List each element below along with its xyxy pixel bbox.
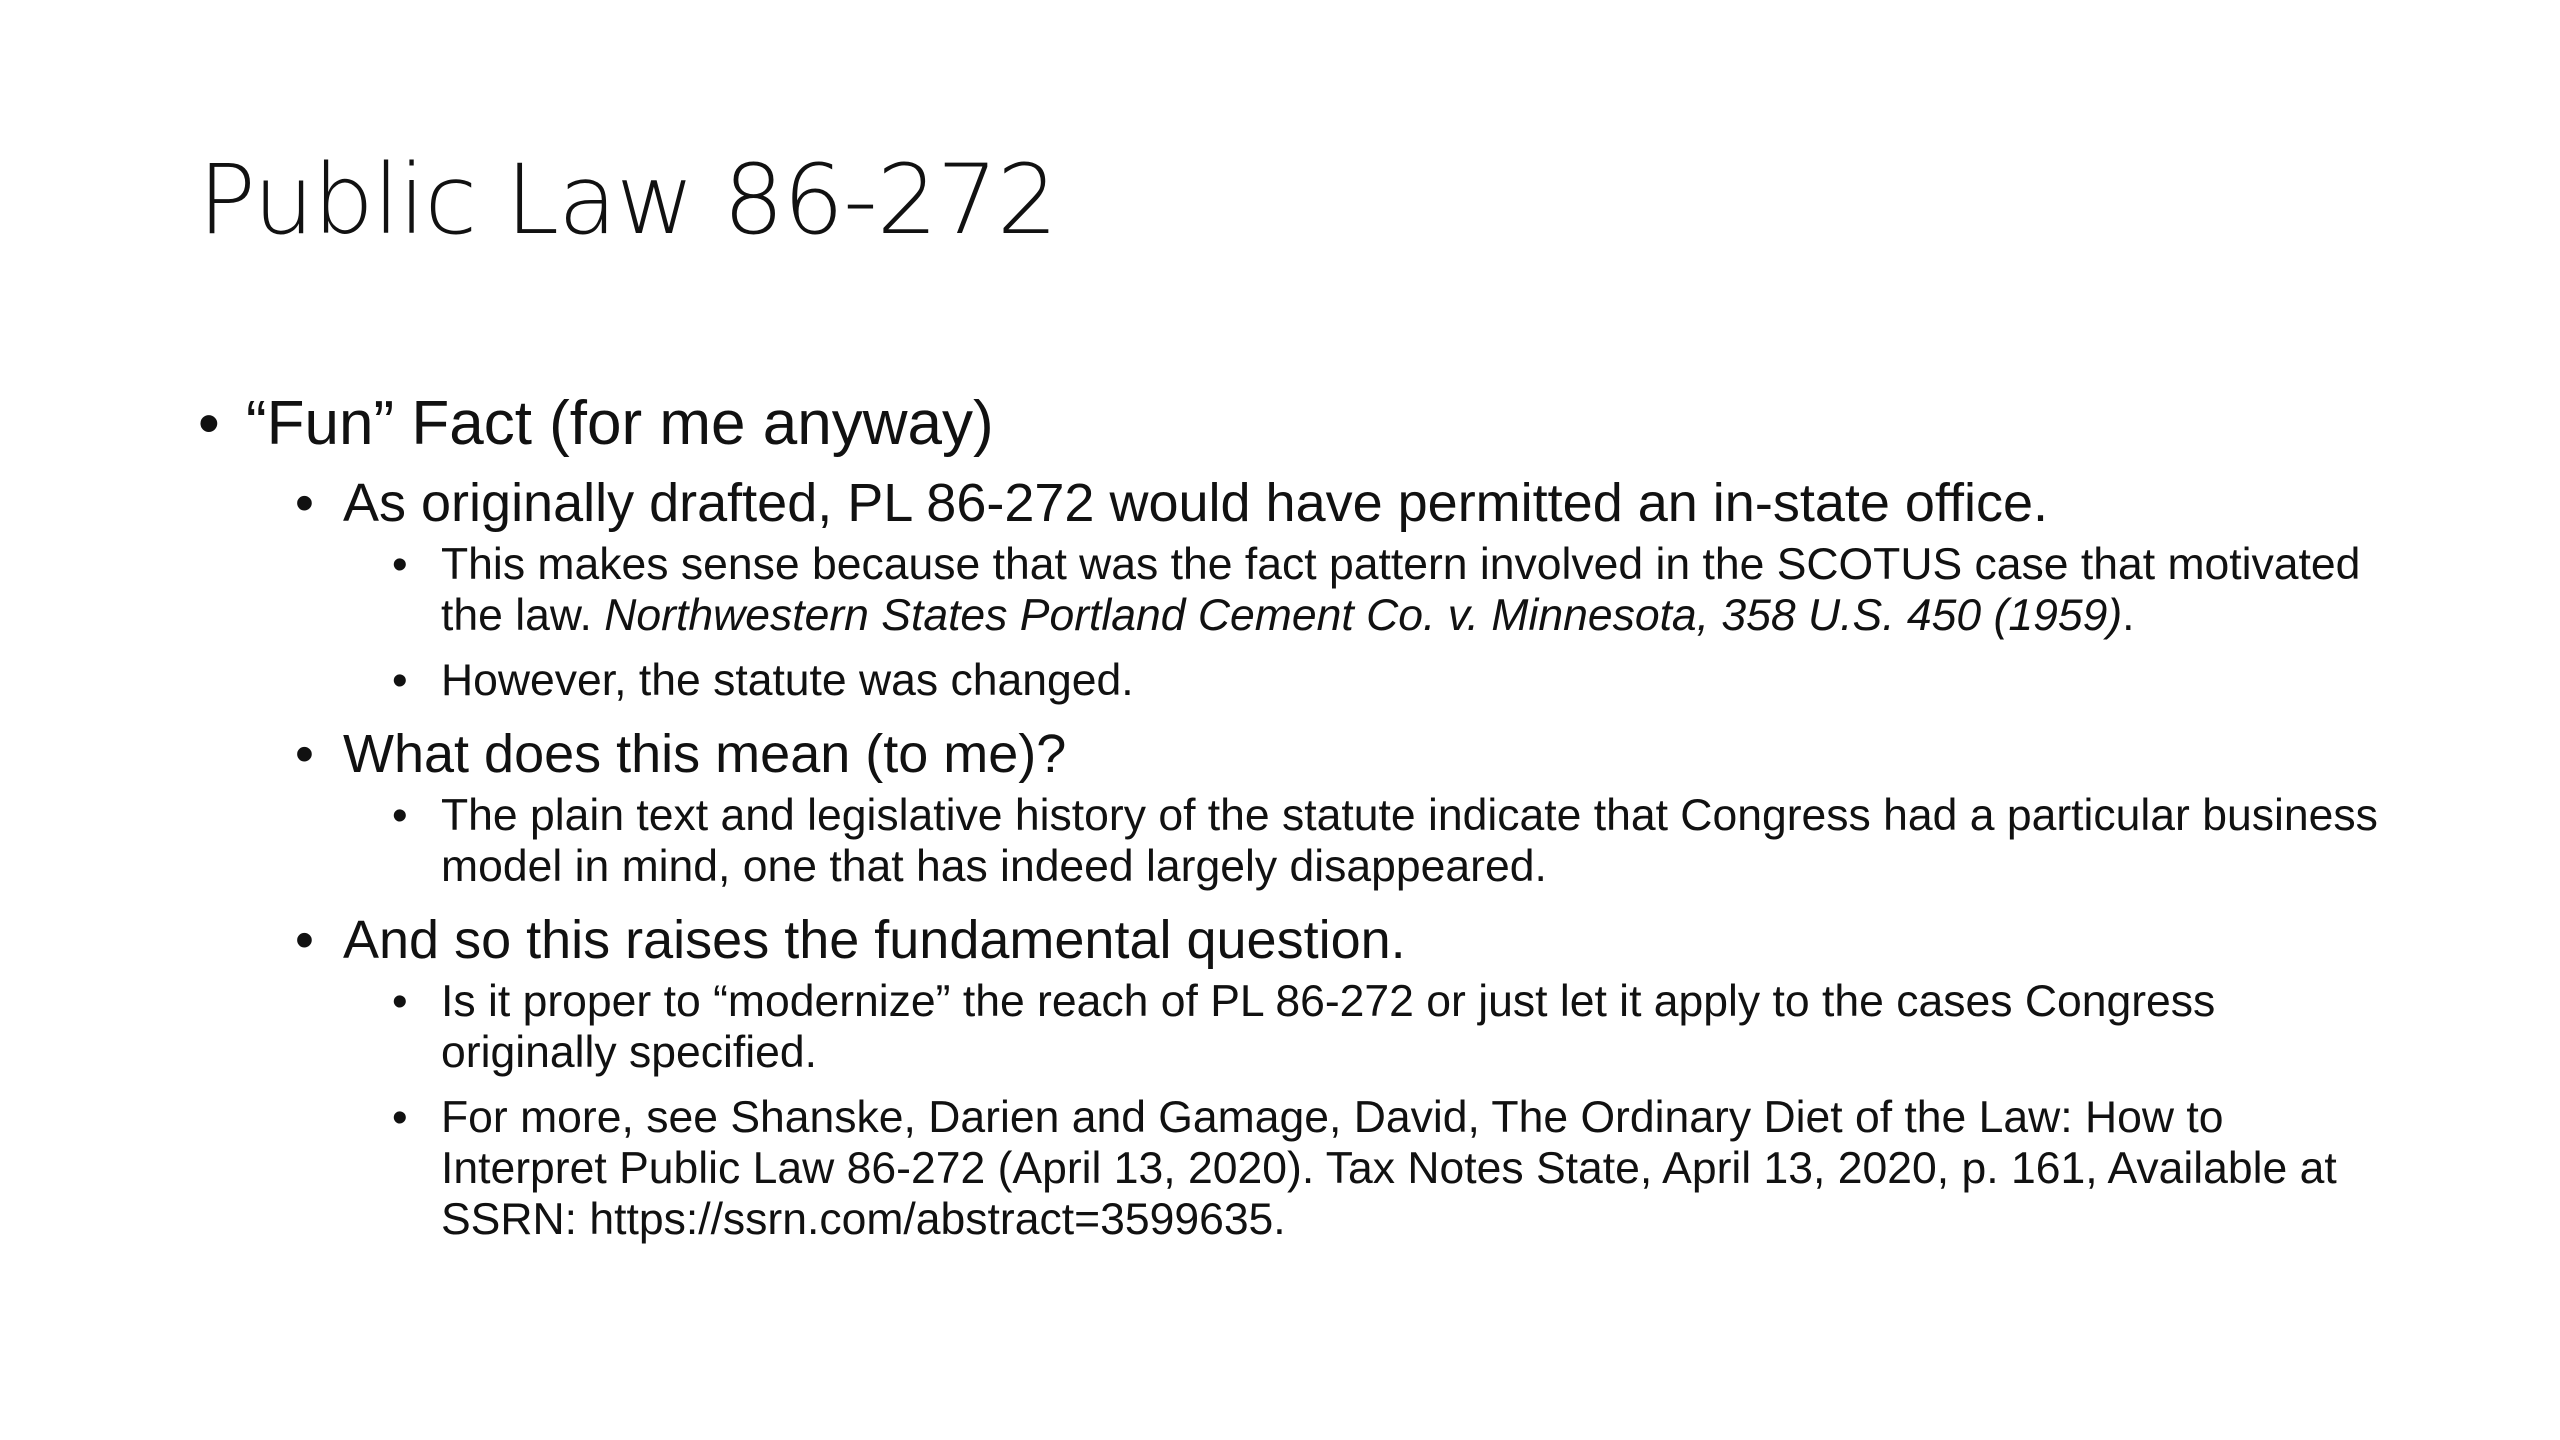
bullet-icon: •: [295, 724, 314, 784]
bullet-text: Is it proper to “modernize” the reach of PL 86-272 or just let it apply to the cases Congress originally specified.: [441, 977, 2216, 1077]
bullet-item: [198, 385, 2398, 463]
bullet-item: [198, 539, 2398, 641]
bullet-icon: •: [198, 389, 220, 458]
bullet-icon: •: [295, 473, 314, 533]
bullet-text-plain: This makes sense because that was the fact pattern involved in the SCOTUS case that motivated the law.: [441, 540, 2361, 640]
bullet-icon: •: [392, 977, 408, 1026]
bullet-text: The plain text and legislative history of the statute indicate that Congress had a particular business model in mind, one that has indeed largely disappeared.: [441, 791, 2378, 891]
bullet-text: [441, 539, 2398, 641]
bullet-icon: •: [295, 910, 314, 970]
case-citation: Northwestern States Portland Cement Co. v. Minnesota, 358 U.S. 450 (1959): [604, 591, 2123, 640]
bullet-text: For more, see Shanske, Darien and Gamage, David, The Ordinary Diet of the Law: How to Interpret Public Law 86-272 (April 13, 2020). Tax Notes State, April 13, 2020, p. 161, Available at SSRN: https://ssrn.com/abstract=3599635.: [441, 1093, 2337, 1244]
bullet-item: [198, 790, 2398, 892]
bullet-text: What does this mean (to me)?: [343, 724, 1067, 784]
bullet-text: “Fun” Fact (for me anyway): [246, 389, 994, 458]
bullet-item: [198, 720, 2398, 788]
slide-body: [198, 385, 2398, 1259]
bullet-item: [198, 906, 2398, 974]
bullet-text: However, the statute was changed.: [441, 656, 1134, 705]
bullet-icon: •: [392, 1093, 408, 1142]
bullet-text: And so this raises the fundamental question.: [343, 910, 1406, 970]
bullet-item: [198, 655, 2398, 706]
bullet-icon: •: [392, 656, 408, 705]
bullet-icon: •: [392, 540, 408, 589]
bullet-item: [198, 469, 2398, 537]
bullet-icon: •: [392, 791, 408, 840]
bullet-item: [198, 1092, 2398, 1245]
bullet-item: [198, 976, 2398, 1078]
bullet-text: As originally drafted, PL 86-272 would have permitted an in-state office.: [343, 473, 2048, 533]
bullet-text-plain: .: [2122, 591, 2135, 640]
slide-title: Public Law 86-272: [198, 144, 1057, 256]
